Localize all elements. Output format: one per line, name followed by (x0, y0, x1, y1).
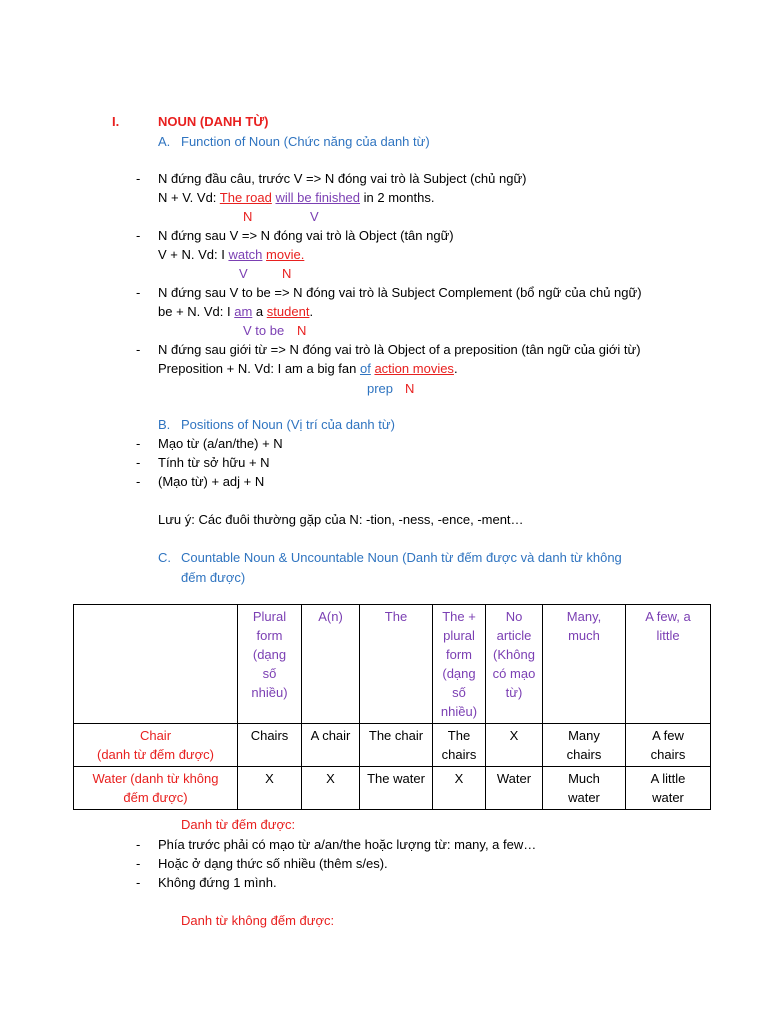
cell-line: water (652, 790, 684, 805)
countable-item: Phía trước phải có mạo từ a/an/the hoặc lượng từ: many, a few… (158, 837, 537, 852)
bullet-dash: - (136, 875, 141, 890)
cell-line: chairs (441, 747, 477, 762)
function-rule: N đứng đầu câu, trước V => N đóng vai trò là Subject (chủ ngữ) (158, 171, 527, 186)
example-noun: action movies (374, 361, 454, 376)
bullet-dash: - (136, 285, 141, 300)
cell-line: form (256, 628, 283, 643)
table-cell (543, 724, 626, 767)
row-label-cell (74, 767, 238, 810)
cell-line: số (262, 666, 277, 681)
header-cell (360, 605, 433, 724)
function-example (158, 189, 434, 206)
sub-c-letter: C. (158, 550, 171, 565)
cell-line: X (326, 771, 335, 786)
table-cell (626, 767, 711, 810)
bullet-dash: - (136, 228, 141, 243)
header-cell (486, 605, 543, 724)
example-suffix: . (453, 361, 458, 376)
tag-noun: N (243, 209, 253, 224)
cell-line: Water (danh từ không (92, 771, 219, 786)
cell-line: Many, (566, 609, 602, 624)
example-noun: movie. (266, 247, 305, 262)
table-cell (238, 724, 302, 767)
cell-line: The (447, 728, 471, 743)
cell-line: số (452, 685, 466, 700)
table-cell (626, 724, 711, 767)
example-prefix: N + V. Vd: (158, 190, 220, 205)
table-cell (302, 724, 360, 767)
cell-line: Many (568, 728, 600, 743)
cell-line: plural (443, 628, 475, 643)
cell-line: The water (367, 771, 425, 786)
tag-verb: V (310, 209, 319, 224)
table-row (74, 724, 711, 767)
tag-preposition: prep (367, 381, 394, 396)
cell-line: X (454, 771, 464, 786)
function-rule: N đứng sau V => N đóng vai trò là Object (tân ngữ) (158, 228, 454, 243)
position-item: Mạo từ (a/an/the) + N (158, 436, 283, 451)
table-cell (543, 767, 626, 810)
example-prefix: V + N. Vd: I (158, 247, 229, 262)
countable-item: Hoặc ở dạng thức số nhiều (thêm s/es). (158, 856, 388, 871)
header-cell (626, 605, 711, 724)
table-cell (238, 767, 302, 810)
table-cell (486, 767, 543, 810)
cell-line: Water (496, 771, 532, 786)
table-cell (302, 767, 360, 810)
countable-heading: Danh từ đếm được: (181, 817, 296, 832)
function-rule: N đứng sau giới từ => N đóng vai trò là Object of a preposition (tân ngữ của giới từ) (158, 342, 641, 357)
header-cell (238, 605, 302, 724)
row-label-cell (74, 724, 238, 767)
sub-a-title: Function of Noun (Chức năng của danh từ) (181, 134, 430, 149)
example-preposition: of (359, 361, 371, 376)
example-noun: The road (219, 190, 272, 205)
cell-line: A(n) (318, 609, 343, 624)
cell-line: Plural (252, 609, 287, 624)
cell-line: chairs (650, 747, 686, 762)
example-noun: student (266, 304, 310, 319)
cell-line: form (446, 647, 472, 662)
cell-line: water (568, 790, 600, 805)
tag-noun: N (282, 266, 292, 281)
bullet-dash: - (136, 342, 141, 357)
cell-line: A little (650, 771, 686, 786)
example-verb: watch (228, 247, 263, 262)
bullet-dash: - (136, 474, 141, 489)
sub-c-title-cont: đếm được) (181, 570, 246, 585)
cell-line: The + (442, 609, 476, 624)
example-prefix: be + N. Vd: I (158, 304, 235, 319)
bullet-dash: - (136, 455, 141, 470)
cell-line: little (656, 628, 680, 643)
example-suffix: in 2 months. (360, 190, 435, 205)
cell-line: (Không (493, 647, 535, 662)
cell-line: A few, a (645, 609, 691, 624)
function-example (158, 360, 458, 377)
table-cell (433, 724, 486, 767)
cell-line: A few (652, 728, 684, 743)
sub-a-letter: A. (158, 134, 171, 149)
cell-line: nhiều) (251, 685, 288, 700)
cell-line: từ) (505, 685, 523, 700)
table-cell (486, 724, 543, 767)
tag-noun: N (405, 381, 415, 396)
table-corner-cell (74, 605, 238, 724)
cell-line: Chairs (250, 728, 289, 743)
cell-line: X (509, 728, 519, 743)
cell-line: (danh từ đếm được) (97, 747, 214, 762)
table-cell (360, 767, 433, 810)
tag-noun: N (297, 323, 307, 338)
table-row (74, 767, 711, 810)
bullet-dash: - (136, 171, 141, 186)
section-numeral: I. (112, 114, 120, 129)
sub-b-letter: B. (158, 417, 171, 432)
cell-line: article (496, 628, 532, 643)
cell-line: (dạng (442, 666, 476, 681)
cell-line: A chair (310, 728, 351, 743)
section-title: NOUN (DANH TỪ) (158, 114, 269, 129)
bullet-dash: - (136, 856, 141, 871)
note-text: Lưu ý: Các đuôi thường gặp của N: -tion, -ness, -ence, -ment… (158, 512, 524, 527)
countable-item: Không đứng 1 mình. (158, 875, 277, 890)
bullet-dash: - (136, 837, 141, 852)
example-verb: will be finished (275, 190, 361, 205)
cell-line: chairs (566, 747, 602, 762)
example-middle: a (252, 304, 267, 319)
table-cell (433, 767, 486, 810)
function-example (158, 303, 313, 320)
cell-line: much (568, 628, 600, 643)
example-prefix: Preposition + N. Vd: I am a big fan (158, 361, 360, 376)
function-rule: N đứng sau V to be => N đóng vai trò là Subject Complement (bổ ngữ của chủ ngữ) (158, 285, 642, 300)
function-example (158, 246, 304, 263)
position-item: Tính từ sở hữu + N (158, 455, 270, 470)
sub-c-title: Countable Noun & Uncountable Noun (Danh từ đếm được và danh từ không (181, 550, 622, 565)
cell-line: X (265, 771, 274, 786)
header-cell (433, 605, 486, 724)
noun-comparison-table (73, 604, 711, 810)
cell-line: nhiều) (440, 704, 478, 719)
example-verb: am (234, 304, 253, 319)
cell-line: No (505, 609, 523, 624)
example-suffix: . (309, 304, 314, 319)
tag-verb: V to be (243, 323, 285, 338)
cell-line: có mạo (492, 666, 536, 681)
cell-line: Much (568, 771, 600, 786)
header-cell (302, 605, 360, 724)
cell-line: The chair (368, 728, 424, 743)
cell-line: The (384, 609, 408, 624)
tag-verb: V (239, 266, 248, 281)
cell-line: Chair (139, 728, 172, 743)
table-header-row (74, 605, 711, 724)
cell-line: đếm được) (123, 790, 188, 805)
header-cell (543, 605, 626, 724)
uncountable-heading: Danh từ không đếm được: (181, 913, 335, 928)
bullet-dash: - (136, 436, 141, 451)
table-cell (360, 724, 433, 767)
sub-b-title: Positions of Noun (Vị trí của danh từ) (181, 417, 395, 432)
cell-line: (dạng (252, 647, 287, 662)
position-item: (Mạo từ) + adj + N (158, 474, 265, 489)
